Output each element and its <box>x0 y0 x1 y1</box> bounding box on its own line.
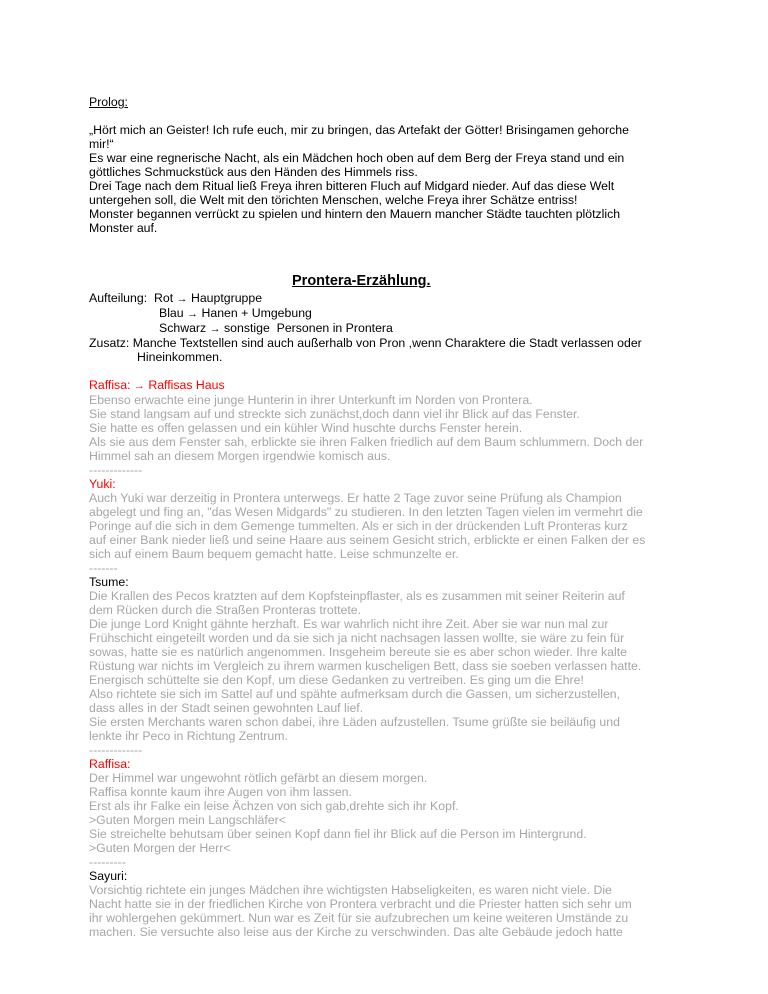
story-line: Vorsichtig richtete ein junges Mädchen ihre wichtigsten Habseligkeiten, es waren nicht viele. Die <box>89 883 612 897</box>
story-line: abgelegt und fing an, "das Wesen Midgards" zu studieren. In den letzten Tagen vielen im vermehrt die <box>89 505 643 519</box>
speaker-name: Tsume: <box>89 575 129 589</box>
legend-color-word: Blau <box>159 306 184 320</box>
document-page <box>89 95 689 939</box>
arrow-icon: → <box>133 380 145 392</box>
arrow-icon: → <box>187 308 199 320</box>
zusatz-text: Hineinkommen. <box>137 350 223 364</box>
story-line: Die junge Lord Knight gähnte herzhaft. Es war wahrlich nicht ihre Zeit. Aber sie war nun mal zur <box>89 617 609 631</box>
prolog-heading: Prolog: <box>89 95 128 109</box>
legend-row <box>89 291 689 306</box>
story-line: Sie streichelte behutsam über seinen Kopf dann fiel ihr Blick auf die Person im Hintergrund. <box>89 827 587 841</box>
story-line: Erst als ihr Falke ein leise Ächzen von sich gab,drehte sich ihr Kopf. <box>89 799 459 813</box>
legend-label: Aufteilung: <box>89 291 148 305</box>
prolog-line: Es war eine regnerische Nacht, als ein Mädchen hoch oben auf dem Berg der Freya stand und ein <box>89 151 625 165</box>
zusatz-label: Zusatz: <box>89 336 130 350</box>
speaker-heading <box>89 378 689 393</box>
speaker-name: Sayuri: <box>89 869 128 883</box>
legend-row <box>89 321 689 336</box>
story-line: machen. Sie versuchte also leise aus der Kirche zu verschwinden. Das alte Gebäude jedoch hatte <box>89 925 623 939</box>
arrow-icon: → <box>209 323 221 335</box>
zusatz-row <box>89 336 689 350</box>
legend-meaning: Hanen + Umgebung <box>201 306 312 320</box>
story-line: Die Krallen des Pecos kratzten auf dem Kopfsteinpflaster, als es zusammen mit seiner Reiterin auf <box>89 589 625 603</box>
story-line: Als sie aus dem Fenster sah, erblickte sie ihren Falken friedlich auf dem Baum schlummern. Doch der <box>89 435 644 449</box>
story-line: >Guten Morgen mein Langschläfer< <box>89 813 286 827</box>
legend-meaning: sonstige Personen in Prontera <box>224 321 393 335</box>
prolog-line: mir!“ <box>89 137 114 151</box>
section-separator: ------------- <box>89 743 143 757</box>
prolog-line: Monster auf. <box>89 221 158 235</box>
story-line: Poringe auf die sich in dem Gemenge tummelten. Als er sich in der drückenden Luft Pronteras kurz <box>89 519 628 533</box>
speaker-name: Raffisa: <box>89 378 131 392</box>
title-row <box>89 273 689 291</box>
story-line: Himmel sah an diesem Morgen irgendwie komisch aus. <box>89 449 391 463</box>
prolog-section <box>89 95 689 235</box>
story-line: Rüstung war nichts im Vergleich zu ihrem warmen kuscheligen Bett, dass sie soeben verlassen hatte. <box>89 659 642 673</box>
section-separator: --------- <box>89 855 126 869</box>
story-line: Sie stand langsam auf und streckte sich zunächst,doch dann viel ihr Blick auf das Fenster. <box>89 407 580 421</box>
location-name: Raffisas Haus <box>148 378 225 392</box>
story-line: dem Rücken durch die Straßen Pronteras trottete. <box>89 603 362 617</box>
legend-color-word: Rot <box>153 291 174 305</box>
story-line: Frühschicht eingeteilt worden und da sie sich ja nicht nachsagen lassen wollte, sie wäre zu fein für <box>89 631 625 645</box>
story-line: Also richtete sie sich im Sattel auf und spähte aufmerksam durch die Gassen, um sicherzustellen, <box>89 687 621 701</box>
prolog-line: untergehen soll, die Welt mit den törichten Menschen, welche Freya ihrer Schätze entriss! <box>89 193 578 207</box>
prolog-line: Drei Tage nach dem Ritual ließ Freya ihren bitteren Fluch auf Midgard nieder. Auf das diese Welt <box>89 179 615 193</box>
section-separator: ------------- <box>89 463 143 477</box>
story-line: dass alles in der Stadt seinen gewohnten Lauf lief. <box>89 701 364 715</box>
story-line: Sie ersten Merchants waren schon dabei, ihre Läden aufzustellen. Tsume grüßte sie beiläufig und <box>89 715 620 729</box>
story-line: Ebenso erwachte eine junge Hunterin in ihrer Unterkunft im Norden von Prontera. <box>89 393 533 407</box>
arrow-icon: → <box>176 293 188 305</box>
story-line: ihr wohlergehen gekümmert. Nun war es Zeit für sie aufzubrechen um keine weiteren Umstände zu <box>89 911 629 925</box>
story-line: >Guten Morgen der Herr< <box>89 841 231 855</box>
story-line: Der Himmel war ungewohnt rötlich gefärbt an diesem morgen. <box>89 771 428 785</box>
story-line: sich auf einem Baum bequem gemacht hatte. Leise schmunzelte er. <box>89 547 459 561</box>
section-separator: ------- <box>89 561 118 575</box>
legend-meaning: Hauptgruppe <box>190 291 263 305</box>
zusatz-text: Manche Textstellen sind auch außerhalb von Pron ,wenn Charaktere die Stadt verlassen oder <box>132 336 642 350</box>
story-line: auf einer Bank nieder ließ und seine Haare aus seinem Gesicht strich, erblickte er einen Falken der es <box>89 533 646 547</box>
legend-section <box>89 291 689 364</box>
speaker-name: Yuki: <box>89 477 116 491</box>
story-section <box>89 378 689 939</box>
legend-row <box>89 306 689 321</box>
document-title: Prontera-Erzählung. <box>292 273 431 289</box>
story-line: sowas, hatte sie es natürlich angenommen. Insgeheim bereute sie es aber schon wieder. Ihre kalte <box>89 645 627 659</box>
prolog-line: „Hört mich an Geister! Ich rufe euch, mir zu bringen, das Artefakt der Götter! Brisingamen gehorche <box>89 123 629 137</box>
story-line: Energisch schüttelte sie den Kopf, um diese Gedanken zu vertreiben. Es ging um die Ehre! <box>89 673 584 687</box>
legend-color-word: Schwarz <box>159 321 207 335</box>
story-line: Sie hatte es offen gelassen und ein kühler Wind huschte durchs Fenster herein. <box>89 421 523 435</box>
prolog-line: Monster begannen verrückt zu spielen und hintern den Mauern mancher Städte tauchten plötzlich <box>89 207 621 221</box>
speaker-name: Raffisa: <box>89 757 131 771</box>
story-line: lenkte ihr Peco in Richtung Zentrum. <box>89 729 288 743</box>
prolog-line: göttliches Schmuckstück aus den Händen des Himmels riss. <box>89 165 418 179</box>
story-line: Nacht hatte sie in der friedlichen Kirche von Prontera verbracht und die Priester hatten sich sehr um <box>89 897 632 911</box>
story-line: Auch Yuki war derzeitig in Prontera unterwegs. Er hatte 2 Tage zuvor seine Prüfung als Champion <box>89 491 622 505</box>
story-line: Raffisa konnte kaum ihre Augen von ihm lassen. <box>89 785 352 799</box>
